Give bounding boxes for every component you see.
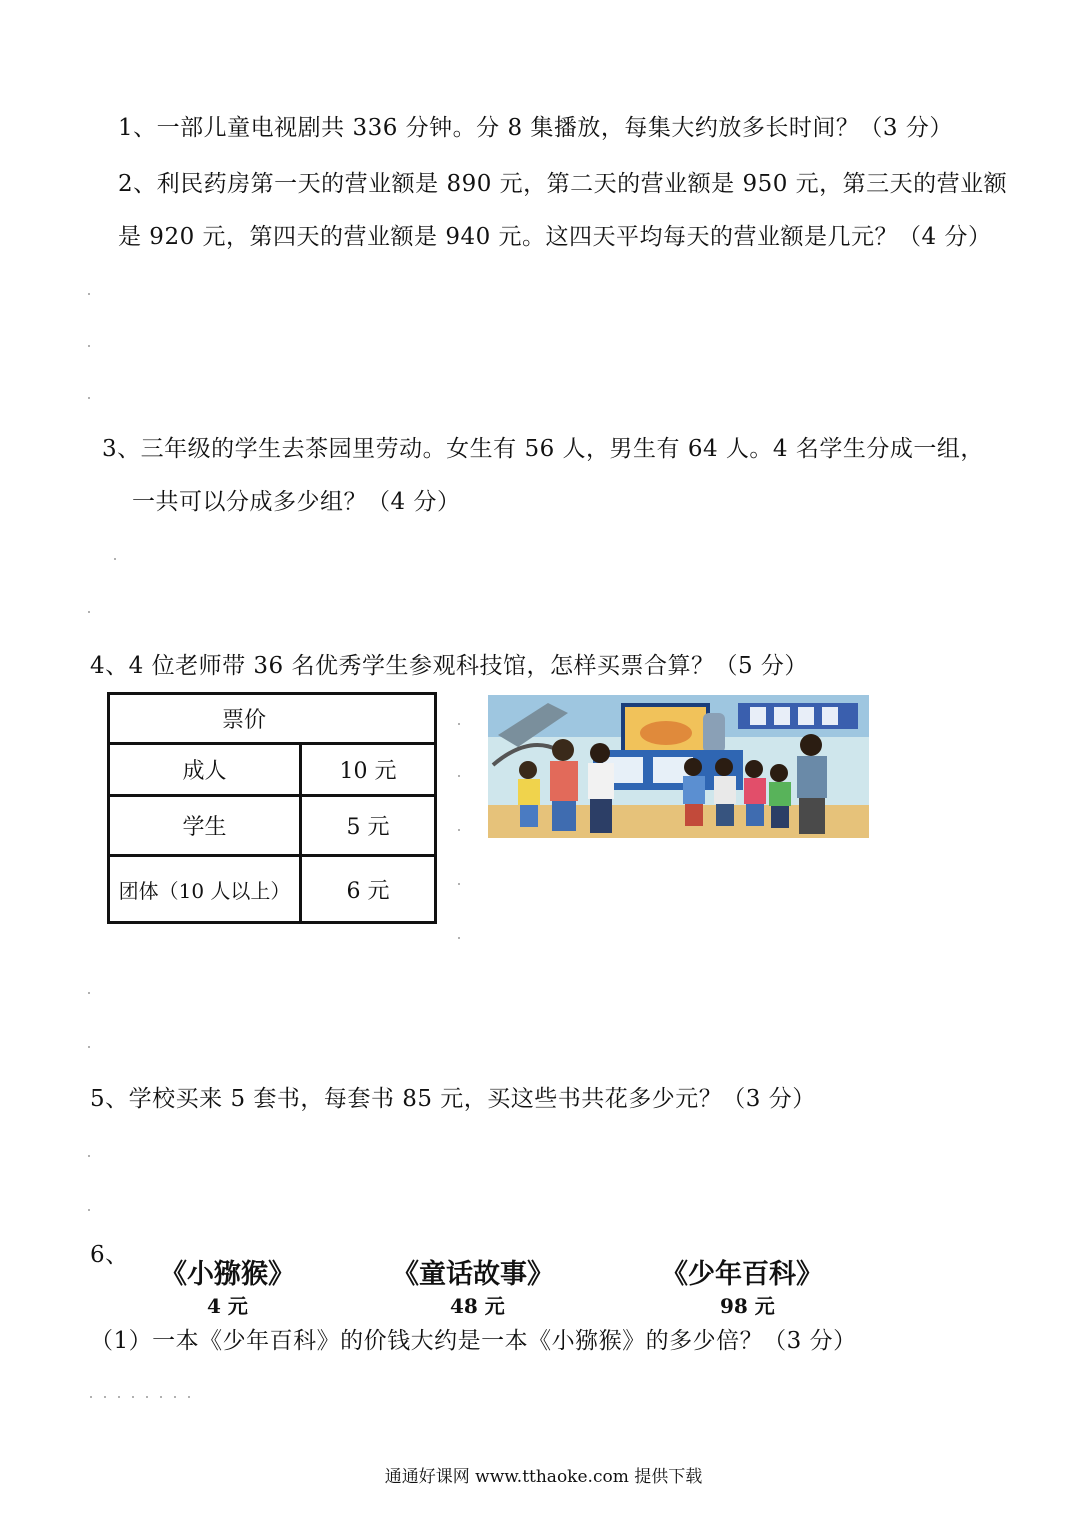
price-type-group: 团体（10 人以上）	[109, 856, 301, 923]
scan-dot	[88, 1209, 90, 1211]
price-value-group: 6 元	[301, 856, 436, 923]
price-type-adult: 成人	[109, 744, 301, 796]
scan-dot	[88, 1155, 90, 1157]
book-price-2: 48 元	[450, 1294, 505, 1318]
ticket-price-table	[107, 692, 437, 924]
book-price-1: 4 元	[207, 1294, 248, 1318]
book-title-3: 《少年百科》	[661, 1259, 823, 1290]
price-table-header: 票价	[109, 694, 436, 744]
question-5: 5、学校买来 5 套书，每套书 85 元，买这些书共花多少元？（3 分）	[90, 1086, 816, 1112]
book-title-1: 《小猕猴》	[160, 1259, 295, 1290]
scan-dot	[458, 883, 460, 885]
price-type-student: 学生	[109, 796, 301, 856]
scan-dot	[104, 1396, 106, 1398]
scan-dot	[88, 611, 90, 613]
scan-dot	[88, 293, 90, 295]
scan-dot	[160, 1396, 162, 1398]
question-2-line-2: 是 920 元，第四天的营业额是 940 元。这四天平均每天的营业额是几元？（4 分）	[118, 224, 992, 250]
book-price-3: 98 元	[720, 1294, 775, 1318]
scan-dot	[132, 1396, 134, 1398]
science-museum-illustration	[488, 695, 869, 838]
question-6-sub-1: （1）一本《少年百科》的价钱大约是一本《小猕猴》的多少倍？（3 分）	[90, 1328, 857, 1354]
scan-dot	[88, 1046, 90, 1048]
question-3-line-1: 3、三年级的学生去茶园里劳动。女生有 56 人，男生有 64 人。4 名学生分成一组，	[102, 436, 984, 462]
scan-dot	[174, 1396, 176, 1398]
book-title-2: 《童话故事》	[392, 1259, 554, 1290]
scan-dot	[114, 558, 116, 560]
scan-dot	[146, 1396, 148, 1398]
scan-dot	[458, 937, 460, 939]
scan-dot	[88, 345, 90, 347]
question-1: 1、一部儿童电视剧共 336 分钟。分 8 集播放，每集大约放多长时间？（3 分）	[118, 115, 953, 141]
scan-dot	[90, 1396, 92, 1398]
price-value-student: 5 元	[301, 796, 436, 856]
question-3-line-2: 一共可以分成多少组？（4 分）	[132, 489, 461, 515]
question-6-label: 6、	[90, 1242, 129, 1268]
scan-dot	[458, 829, 460, 831]
scan-dot	[118, 1396, 120, 1398]
footer-source: 通通好课网 www.tthaoke.com 提供下载	[384, 1467, 703, 1487]
scan-dot	[458, 775, 460, 777]
scan-dot	[188, 1396, 190, 1398]
scan-dot	[88, 397, 90, 399]
scan-dot	[88, 992, 90, 994]
question-2-line-1: 2、利民药房第一天的营业额是 890 元，第二天的营业额是 950 元，第三天的营业额	[118, 171, 1008, 197]
scan-dot	[458, 723, 460, 725]
question-4: 4、4 位老师带 36 名优秀学生参观科技馆，怎样买票合算？（5 分）	[90, 653, 808, 679]
price-value-adult: 10 元	[301, 744, 436, 796]
